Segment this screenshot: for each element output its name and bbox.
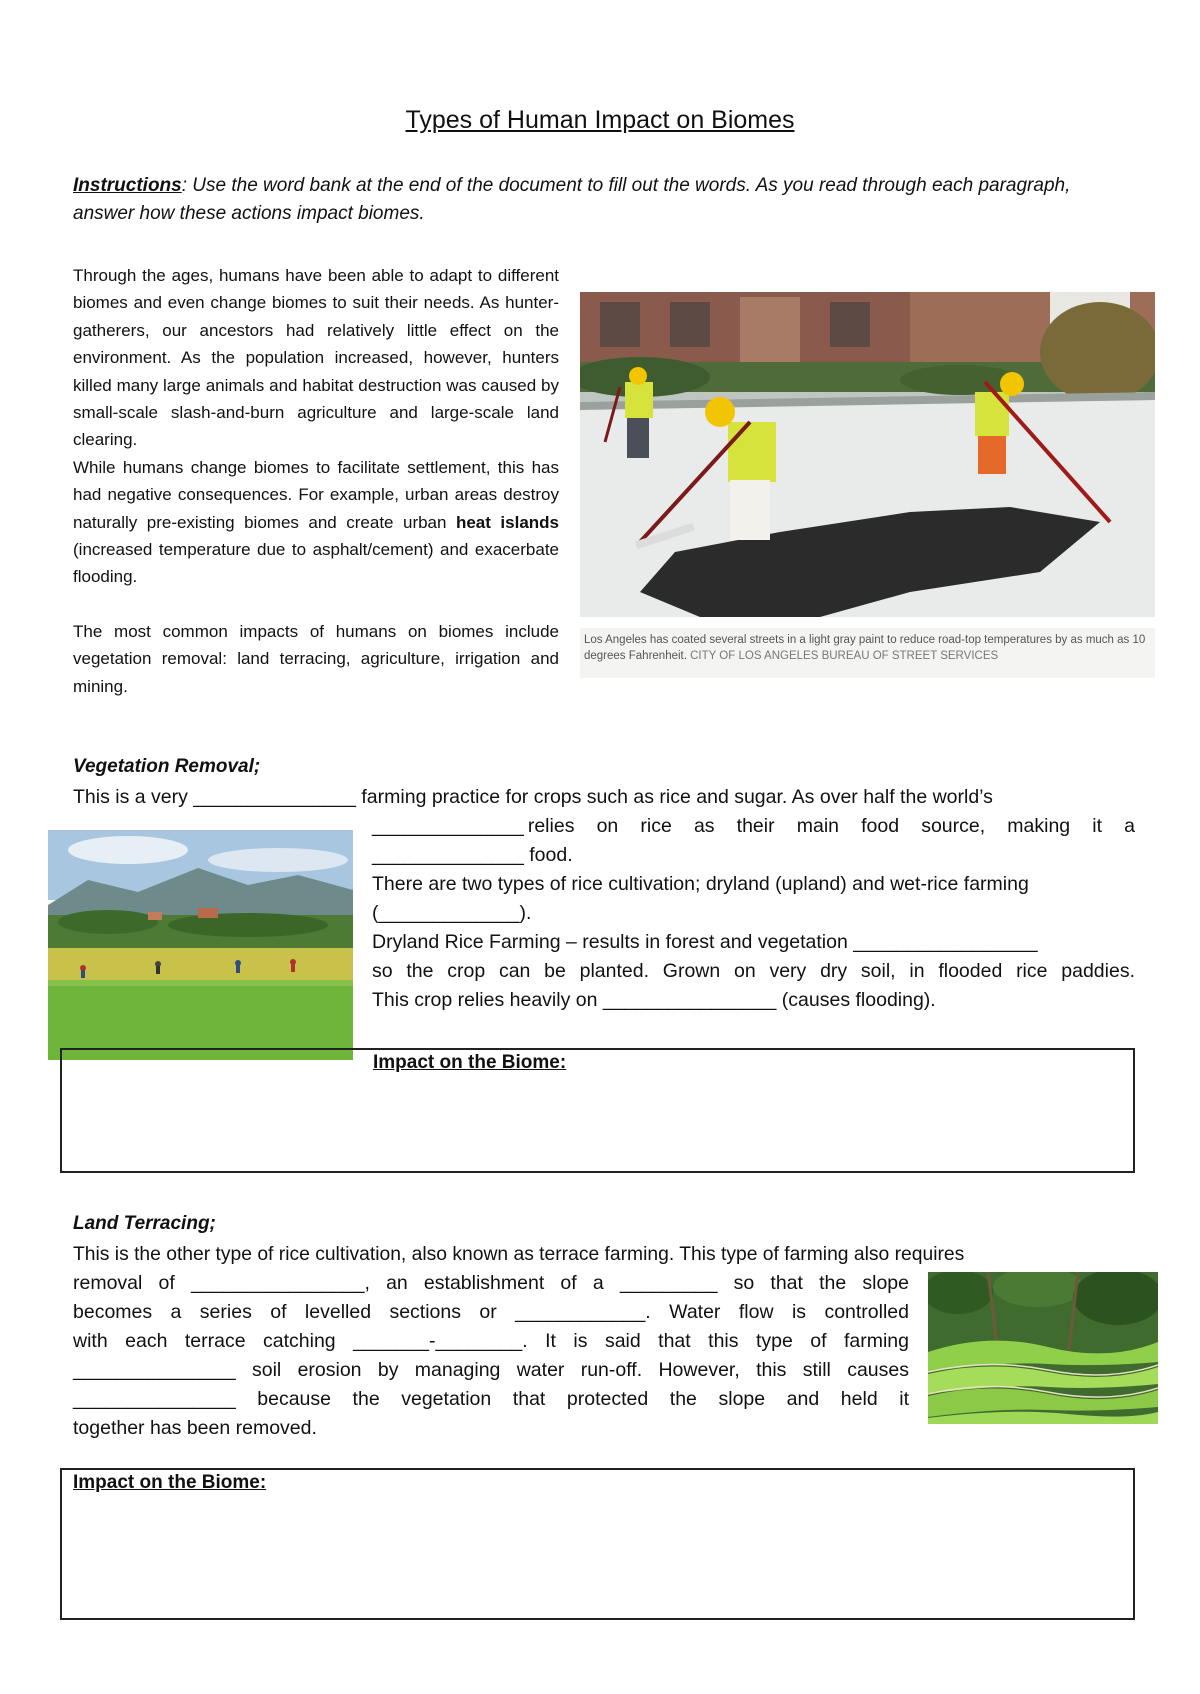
vegetation-line8-b: (causes flooding). (776, 989, 936, 1011)
vegetation-line6-a: Dryland Rice Farming – results in forest and vegetation (372, 931, 854, 953)
rice-field-photo (48, 830, 353, 1060)
instructions (73, 172, 1135, 228)
vegetation-line2-b: relies on rice as their main food source, making it a (527, 815, 1135, 837)
heat-islands-term: heat islands (455, 512, 559, 532)
instructions-text: : Use the word bank at the end of the document to fill out the words. As you read through each paragraph, answer how these actions impact biomes. (73, 175, 1071, 224)
terracing-line-2: removal of ________________, an establishment of a _________ so that the slope (73, 1272, 909, 1294)
blank-a[interactable]: _______________ (193, 786, 356, 808)
terracing-impact-label: Impact on the Biome: (73, 1472, 267, 1493)
blank-c[interactable]: ______________ (372, 844, 524, 866)
intro-p2-after: (increased temperature due to asphalt/cement) and exacerbate flooding. (73, 540, 559, 587)
street-painting-photo (580, 292, 1155, 617)
vegetation-line-4: There are two types of rice cultivation; dryland (upland) and wet-rice farming (372, 873, 1029, 895)
terracing-line-1: This is the other type of rice cultivation, also known as terrace farming. This type of farming also requires (73, 1244, 965, 1265)
page-title: Types of Human Impact on Biomes (405, 106, 795, 134)
vegetation-line8-a: This crop relies heavily on (372, 989, 603, 1011)
intro-paragraph-2 (73, 454, 559, 591)
terrace-farm-photo (928, 1272, 1158, 1424)
vegetation-removal-heading: Vegetation Removal; (73, 756, 261, 777)
vegetation-line-2 (372, 812, 1135, 841)
vegetation-impact-label: Impact on the Biome: (373, 1052, 567, 1073)
vegetation-line-7: so the crop can be planted. Grown on very dry soil, in flooded rice paddies. (372, 960, 1135, 982)
intro-paragraph-1: Through the ages, humans have been able to adapt to different biomes and even change biomes to suit their needs. As hunter-gatherers, our ancestors had relatively little effect on the environment. As the population increased, however, hunters killed many large animals and habitat destruction was caused by small-scale slash-and-burn agriculture and large-scale land clearing. (73, 266, 559, 450)
vegetation-line-8 (372, 986, 1135, 1015)
photo-caption-credit: CITY OF LOS ANGELES BUREAU OF STREET SERVICES (690, 650, 999, 662)
terracing-text-block (73, 1269, 909, 1443)
vegetation-text-block (372, 812, 1135, 1015)
vegetation-line-3 (372, 841, 1135, 870)
terracing-line-3: becomes a series of levelled sections or ____________. Water flow is controlled (73, 1301, 909, 1323)
vegetation-line3-b: food. (523, 844, 573, 866)
vegetation-impact-box[interactable] (60, 1048, 1135, 1173)
vegetation-line-1 (73, 783, 1135, 812)
vegetation-line1-a: This is a very (73, 786, 194, 808)
photo-caption (580, 628, 1155, 678)
terracing-line-7: together has been removed. (73, 1417, 317, 1439)
blank-e[interactable]: ________________ (602, 989, 777, 1011)
intro-text (73, 262, 559, 700)
instructions-label: Instructions (73, 175, 182, 196)
photo-caption-text: Los Angeles has coated several streets in a light gray paint to reduce road-top temperatures by as much as 10 degrees Fahrenheit. (584, 634, 1146, 662)
terracing-line-4: with each terrace catching _______-________. It is said that this type of farming (73, 1330, 909, 1352)
vegetation-line1-b: farming practice for crops such as rice and sugar. As over half the world’s (355, 786, 993, 808)
terracing-line-5: _______________ soil erosion by managing water run-off. However, this still causes (73, 1359, 909, 1381)
vegetation-line-5: (_____________). (372, 902, 532, 924)
land-terracing-heading: Land Terracing; (73, 1213, 216, 1234)
blank-b[interactable]: ______________ (372, 815, 524, 837)
terracing-line-6: _______________ because the vegetation that protected the slope and held it (73, 1388, 909, 1410)
intro-p2-before: While humans change biomes to facilitate settlement, this has had negative consequences. For example, urban areas destroy naturally pre-existing biomes and create urban (73, 457, 559, 532)
blank-d[interactable]: _________________ (853, 931, 1038, 953)
vegetation-line-6 (372, 928, 1135, 957)
intro-paragraph-3: The most common impacts of humans on biomes include vegetation removal: land terracing, agriculture, irrigation and mining. (73, 621, 559, 696)
